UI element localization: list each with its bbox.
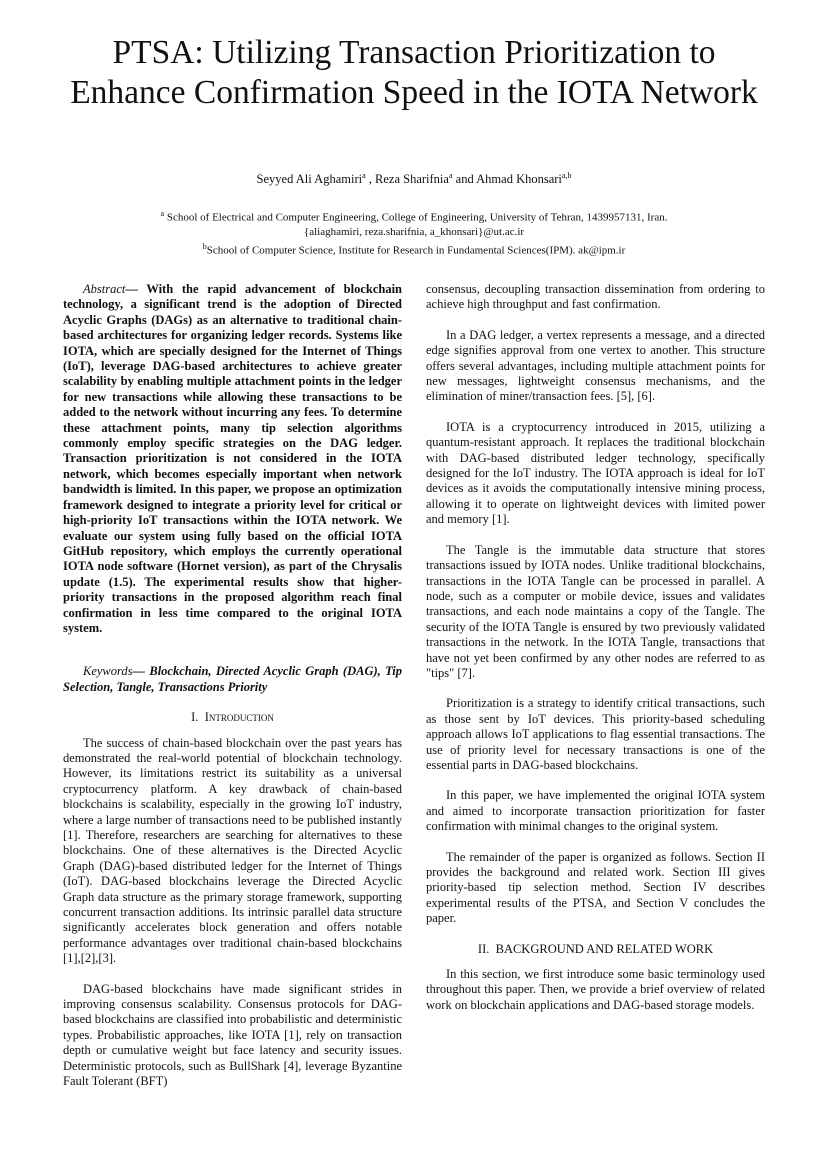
- paper-title: [40, 33, 788, 113]
- section-1-number: I.: [191, 710, 199, 725]
- abstract: [63, 282, 402, 636]
- affiliation-a-text: School of Electrical and Computer Engineering, College of Engineering, University of Tehran, 1439957131, Iran.: [164, 211, 668, 224]
- abstract-lead: Abstract: [83, 282, 126, 296]
- right-column: [426, 282, 765, 1028]
- body-paragraph: IOTA is a cryptocurrency introduced in 2015, utilizing a quantum-resistant approach. It replaces the traditional blockchain with DAG-based distributed ledger technology, specifically designed for the IoT industry. The IOTA approach is ideal for IoT devices as it avoids the computationally intensive mining process, allowing it to operate on lightweight devices with limited power and memory [1].: [426, 419, 765, 527]
- author-1: Seyyed Ali Aghamiri: [256, 172, 363, 187]
- body-paragraph: consensus, decoupling transaction dissemination from ordering to achieve high throughput and fast confirmation.: [426, 282, 765, 312]
- section-heading-background: [426, 942, 765, 957]
- author-sep-2: and Ahmad Khonsari: [452, 172, 562, 187]
- affiliation-a: [40, 207, 788, 225]
- body-paragraph: Prioritization is a strategy to identify critical transactions, such as those sent by IoT devices. This priority-based scheduling approach allows IoT applications to flag essential transactions. The use of priority level for necessary transactions is one of the essential parts in DAG-based blockchains.: [426, 696, 765, 772]
- body-paragraph: In this section, we first introduce some basic terminology used throughout this paper. Then, we provide a brief overview of related work on blockchain applications and DAG-based storage models.: [426, 967, 765, 1012]
- section-1-title: Introduction: [204, 710, 274, 725]
- affiliation-emails: {aliaghamiri, reza.sharifnia, a_khonsari}@ut.ac.ir: [303, 226, 525, 239]
- affiliation-b-text: School of Computer Science, Institute for Research in Fundamental Sciences(IPM). ak@ipm.ir: [206, 244, 626, 257]
- keywords-lead: Keywords: [83, 664, 133, 679]
- section-heading-introduction: [63, 710, 402, 725]
- body-paragraph: The remainder of the paper is organized as follows. Section II provides the background and related work. Section III gives priority-based tip selection method. Section IV describes experimental results of the PTSA, and Section V concludes the paper.: [426, 849, 765, 926]
- title-line-1: PTSA: Utilizing Transaction Prioritization to: [112, 34, 716, 71]
- affiliation-b: [40, 240, 788, 258]
- author-2-affil: a: [448, 171, 453, 180]
- author-sep-1: , Reza Sharifnia: [365, 172, 449, 187]
- title-line-2: Enhance Confirmation Speed in the IOTA Network: [70, 74, 758, 111]
- keywords: [63, 664, 402, 695]
- affiliation-a-marker: a: [160, 209, 165, 218]
- affiliation-b-marker: b: [202, 241, 207, 251]
- body-paragraph: The success of chain-based blockchain over the past years has demonstrated the real-world potential of blockchain technology. However, its limitations restrict its suitability as a universal cryptocurrency platform. A key drawback of chain-based blockchains is scalability, especially in the growing IoT industry, where a large number of transactions need to be published instantly [1]. Therefore, researchers are searching for alternatives to these blockchains. One of these alternatives is the Directed Acyclic Graph (DAG)-based distributed ledger for the Internet of Things (IoT). DAG-based blockchains leverage the Directed Acyclic Graph data structure as the primary storage framework, supporting concurrent transaction additions. Its intrinsic parallel data structure significantly accelerates block generation and offers notable performance advantages over traditional chain-based blockchains [1],[2],[3].: [63, 735, 402, 966]
- abstract-text: — With the rapid advancement of blockchain technology, a significant trend is the adoption of Directed Acyclic Graphs (DAGs) as an alternative to traditional chain-based architectures for organizing ledger records. Systems like IOTA, which are specially designed for the Internet of Things (IoT), leverage DAG-based architectures to achieve greater scalability by enabling multiple attachment points in the ledger for new transactions while allowing these transactions to be added to the network without incurring any fees. To determine these attachment points, many tip selection algorithms commonly employ specific strategies on the DAG ledger. Transaction prioritization is not considered in the IOTA network, which becomes especially important when network bandwidth is limited. In this paper, we propose an optimization framework designed to integrate a priority level for critical or high-priority IoT transactions within the IOTA network. We evaluate our system using fully based on the official IOTA GitHub repository, which employs the currently operational IOTA node software (Hornet version), as part of the Chrysalis update (1.5). The experimental results show that higher-priority transactions in the proposed algorithm reach final confirmation in less time compared to the original IOTA system.: [63, 282, 402, 635]
- body-paragraph: The Tangle is the immutable data structure that stores transactions issued by IOTA nodes. Unlike traditional blockchains, transactions in the IOTA Tangle can be processed in parallel. A node, such as a computer or mobile device, issues and validates transactions, and each node maintains a copy of the Tangle. The security of the IOTA Tangle is ensured by two previously validated transactions in the network. In the IOTA Tangle, transactions that have not yet been confirmed by any other nodes are referred to as "tips" [7].: [426, 542, 765, 680]
- section-2-number: II.: [477, 941, 490, 956]
- body-paragraph: DAG-based blockchains have made significant strides in improving consensus scalability. Consensus protocols for DAG-based blockchains are classified into probabilistic and deterministic types. Probabilistic approaches, like IOTA [1], rely on transaction depth or cumulative weight but face latency and security issues. Deterministic protocols, such as BullShark [4], leverage Byzantine Fault Tolerant (BFT): [63, 981, 402, 1089]
- section-2-title: BACKGROUND AND RELATED WORK: [495, 941, 714, 956]
- left-column: [63, 282, 402, 1105]
- author-3-affil: a,b: [561, 171, 572, 180]
- author-1-affil: a: [362, 171, 366, 180]
- body-paragraph: In this paper, we have implemented the original IOTA system and aimed to incorporate transaction prioritization for faster confirmation with minimal changes to the original system.: [426, 788, 765, 834]
- keywords-text: — Blockchain, Directed Acyclic Graph (DAG), Tip Selection, Tangle, Transactions Priority: [63, 664, 402, 694]
- body-paragraph: In a DAG ledger, a vertex represents a message, and a directed edge signifies approval from one vertex to another. This structure offers several advantages, including multiple attachment points for new messages, lightweight consensus mechanisms, and the elimination of miner/transaction fees. [5], [6].: [426, 327, 765, 404]
- affiliations: [40, 207, 788, 258]
- author-list: [40, 171, 788, 187]
